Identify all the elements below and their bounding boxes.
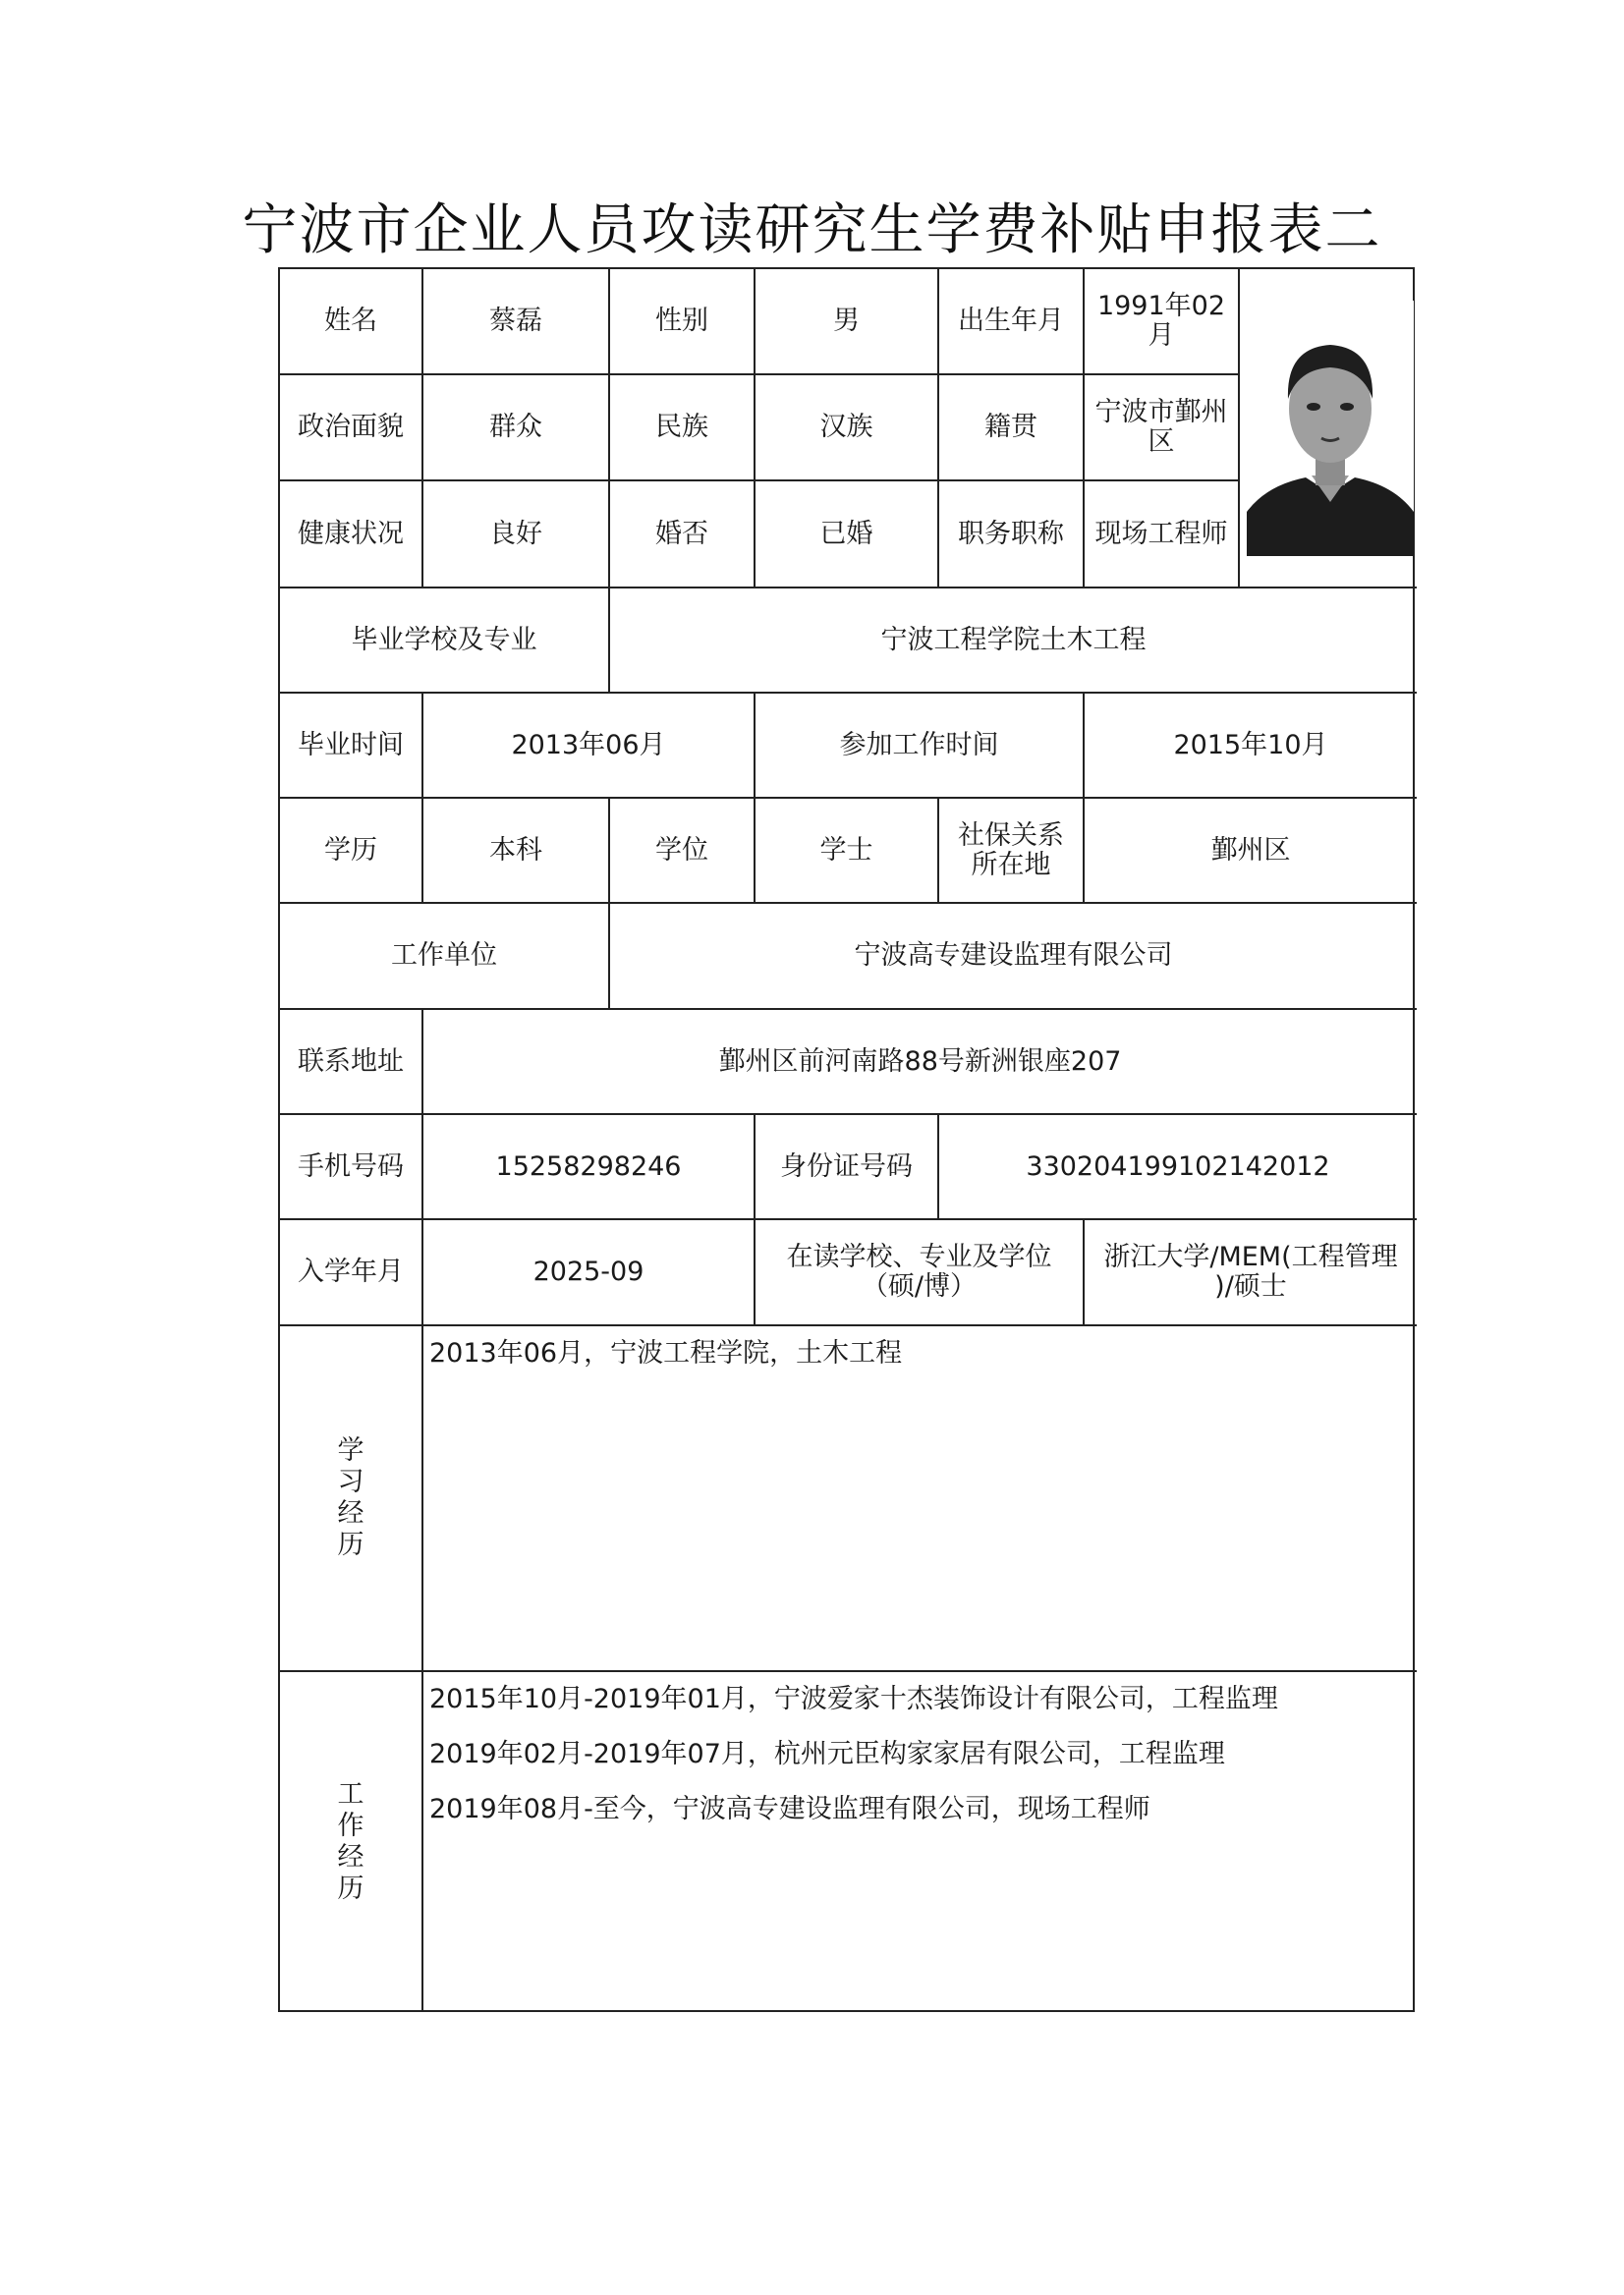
label-study-history-char: 习	[337, 1467, 364, 1498]
label-work-history-char: 历	[337, 1873, 364, 1904]
label-work-history-char: 工	[337, 1779, 364, 1811]
label-study-history-char: 经	[337, 1498, 364, 1529]
value-id-number: 330204199102142012	[939, 1115, 1417, 1220]
value-study-history	[423, 1326, 1417, 1672]
label-enroll: 入学年月	[280, 1220, 423, 1326]
label-education: 学历	[280, 799, 423, 904]
label-name: 姓名	[280, 269, 423, 375]
photo-cell	[1240, 269, 1417, 588]
label-work-history	[280, 1672, 423, 2012]
value-political: 群众	[423, 375, 610, 481]
label-work-start: 参加工作时间	[756, 694, 1085, 799]
label-grad-time: 毕业时间	[280, 694, 423, 799]
value-marital: 已婚	[756, 481, 939, 588]
label-school-major: 毕业学校及专业	[280, 588, 610, 694]
work-history-entry: 2019年08月-至今，宁波高专建设监理有限公司，现场工程师	[429, 1794, 1150, 1824]
label-address: 联系地址	[280, 1010, 423, 1115]
work-history-entry: 2019年02月-2019年07月，杭州元臣构家家居有限公司，工程监理	[429, 1739, 1225, 1769]
study-history-entry: 2013年06月，宁波工程学院，土木工程	[429, 1338, 903, 1369]
value-grad-time: 2013年06月	[423, 694, 756, 799]
label-work-history-char: 经	[337, 1842, 364, 1873]
work-history-entry: 2015年10月-2019年01月，宁波爱家十杰装饰设计有限公司，工程监理	[429, 1684, 1278, 1714]
value-work-start: 2015年10月	[1085, 694, 1417, 799]
label-current-study-line1: 在读学校、专业及学位	[786, 1242, 1052, 1273]
value-job-title: 现场工程师	[1085, 481, 1240, 588]
label-study-history-char: 学	[337, 1435, 364, 1467]
value-ethnicity: 汉族	[756, 375, 939, 481]
label-ethnicity: 民族	[610, 375, 756, 481]
label-job-title: 职务职称	[939, 481, 1085, 588]
value-gender: 男	[756, 269, 939, 375]
value-birth: 1991年02月	[1085, 269, 1240, 375]
value-school-major: 宁波工程学院土木工程	[610, 588, 1417, 694]
label-study-history	[280, 1326, 423, 1672]
page-title: 宁波市企业人员攻读研究生学费补贴申报表二	[242, 198, 1382, 262]
value-address: 鄞州区前河南路88号新洲银座207	[423, 1010, 1417, 1115]
value-current-study-line2: )/硕士	[1214, 1271, 1287, 1302]
applicant-photo	[1247, 301, 1414, 556]
label-social-security	[939, 799, 1085, 904]
label-birth: 出生年月	[939, 269, 1085, 375]
label-degree: 学位	[610, 799, 756, 904]
label-gender: 性别	[610, 269, 756, 375]
label-health: 健康状况	[280, 481, 423, 588]
label-political: 政治面貌	[280, 375, 423, 481]
value-current-study	[1085, 1220, 1417, 1326]
label-social-security-line2: 所在地	[971, 849, 1051, 880]
value-employer: 宁波高专建设监理有限公司	[610, 904, 1417, 1010]
value-health: 良好	[423, 481, 610, 588]
label-phone: 手机号码	[280, 1115, 423, 1220]
application-form	[278, 267, 1415, 2012]
label-id-number: 身份证号码	[756, 1115, 939, 1220]
value-degree: 学士	[756, 799, 939, 904]
label-social-security-line1: 社保关系	[958, 819, 1064, 851]
label-native-place: 籍贯	[939, 375, 1085, 481]
label-study-history-char: 历	[337, 1529, 364, 1560]
label-current-study	[756, 1220, 1085, 1326]
value-current-study-line1: 浙江大学/MEM(工程管理	[1103, 1242, 1398, 1273]
value-phone: 15258298246	[423, 1115, 756, 1220]
value-enroll: 2025-09	[423, 1220, 756, 1326]
value-name: 蔡磊	[423, 269, 610, 375]
value-work-history	[423, 1672, 1417, 2012]
value-education: 本科	[423, 799, 610, 904]
label-current-study-line2: （硕/博）	[861, 1271, 978, 1302]
label-marital: 婚否	[610, 481, 756, 588]
value-native-place: 宁波市鄞州区	[1085, 375, 1240, 481]
label-employer: 工作单位	[280, 904, 610, 1010]
label-work-history-char: 作	[337, 1811, 364, 1842]
value-social-security: 鄞州区	[1085, 799, 1417, 904]
